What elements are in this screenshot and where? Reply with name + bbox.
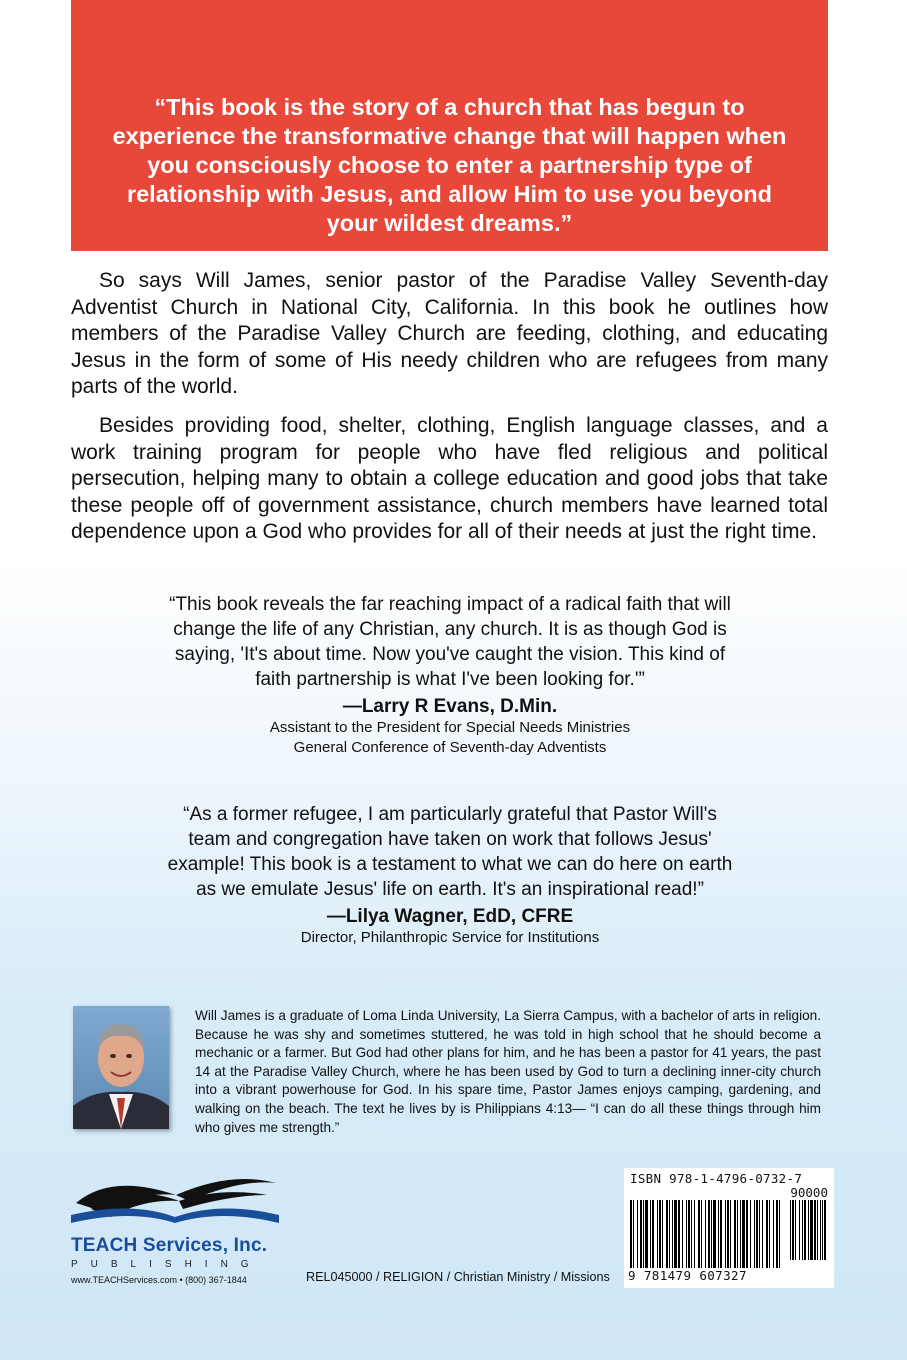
publisher-name: TEACH Services, Inc.: [71, 1235, 268, 1256]
isbn-number: ISBN 978-1-4796-0732-7: [630, 1171, 803, 1186]
endorsement-1: [160, 592, 740, 758]
isbn-barcode: [624, 1168, 834, 1288]
publisher-tagline: PUBLISHING: [71, 1259, 262, 1270]
author-bio: Will James is a graduate of Loma Linda University, La Sierra Campus, with a bachelor of arts in religion. Because he was shy and sometimes stuttered, he was told in high school that he should become a mechanic or a farmer. But God had other plans for him, and he has been a pastor for 41 years, the past 14 at the Paradise Valley Church, where he has been used by God to turn a declining inner-city church into a vibrant powerhouse for God. In his spare time, Pastor James enjoys camping, gardening, and walking on the beach. The text he lives by is Philippians 4:13— “I can do all these things through him who gives me strength.”: [195, 1008, 821, 1135]
publisher-contact: www.TEACHServices.com • (800) 367-1844: [71, 1275, 247, 1285]
barcode-bars-icon: [630, 1200, 828, 1268]
bisac-category: REL045000 / RELIGION / Christian Ministry / Missions: [306, 1270, 610, 1284]
endorsement-2: [160, 802, 740, 948]
barcode-digits: 9 781479 607327: [628, 1268, 747, 1283]
endorsement-quote: “This book reveals the far reaching impact of a radical faith that will change the life of any Christian, any church. It is as though God is saying, 'It's about time. Now you've caught the vision. This kind of faith partnership is what I've been looking for.'”: [169, 594, 731, 690]
endorser-name: —Lilya Wagner, EdD, CFRE: [326, 906, 574, 927]
price-code: 90000: [790, 1185, 828, 1200]
endorser-role: Assistant to the President for Special Needs Ministries: [269, 719, 631, 736]
body-paragraph-1: So says Will James, senior pastor of the Paradise Valley Seventh-day Adventist Church in National City, California. In this book he outlines how members of the Paradise Valley Church are feeding, clothing, and educating Jesus in the form of some of His needy children who are refugees from many parts of the world.: [71, 269, 828, 398]
author-portrait-icon: [73, 1006, 169, 1129]
open-book-icon: [71, 1165, 281, 1235]
featured-quote: “This book is the story of a church that has begun to experience the transformative change that will happen when you consciously choose to enter a partnership type of relationship with Jesus, and allow Him to use you beyond your wildest dreams.”: [112, 94, 787, 236]
publisher-logo: [71, 1165, 281, 1290]
endorser-role: Director, Philanthropic Service for Institutions: [300, 929, 600, 946]
body-paragraph-2: Besides providing food, shelter, clothing, English language classes, and a work training program for people who have fled religious and political persecution, helping many to obtain a college education and good jobs that take these people off of government assistance, church members have learned total dependence upon a God who provides for all of their needs at just the right time.: [71, 414, 828, 543]
endorser-organization: General Conference of Seventh-day Adventists: [293, 739, 607, 756]
endorsement-quote: “As a former refugee, I am particularly grateful that Pastor Will's team and congregation have taken on work that follows Jesus' example! This book is a testament to what we can do here on earth as we emulate Jesus' life on earth. It's an inspirational read!”: [167, 804, 733, 900]
endorser-name: —Larry R Evans, D.Min.: [342, 696, 558, 717]
quote-box: [71, 0, 828, 251]
author-photo: [73, 1006, 169, 1129]
